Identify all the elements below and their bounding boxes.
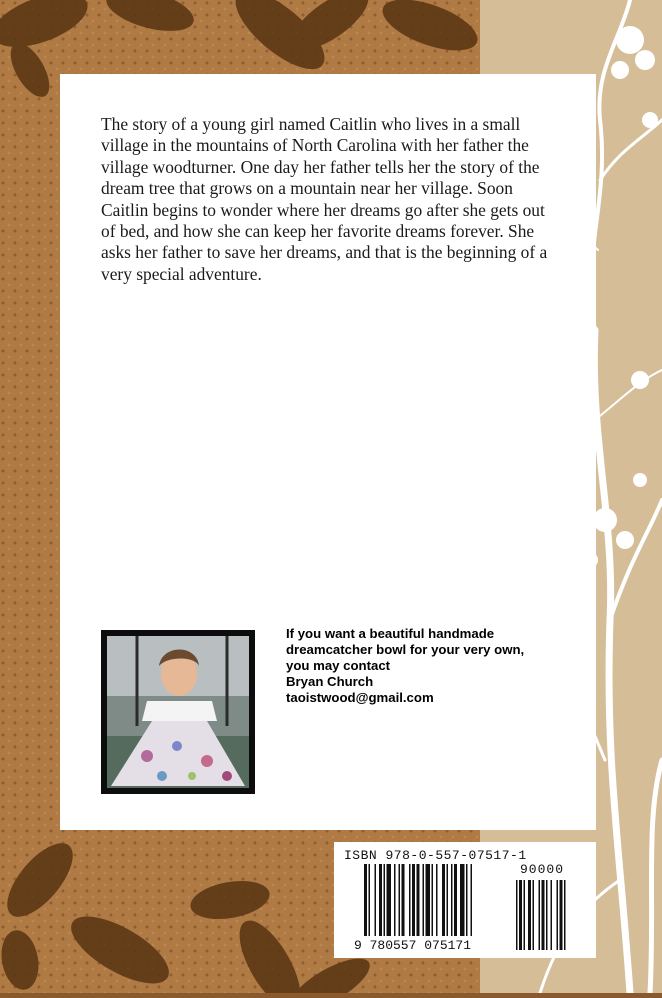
contact-name: Bryan Church <box>286 674 374 689</box>
book-blurb: The story of a young girl named Caitlin who lives in a small village in the mountains of North Carolina with her father the village woodturner. One day her father tells her the story of the dream tree that grows on a mountain near her village. Soon Caitlin begins to wonder where her dreams go after she gets out of bed, and how she can keep her favorite dreams forever. She asks her father to save her dreams, and that is the beginning of a very special adventure. <box>101 114 548 284</box>
barcode-bar <box>402 864 405 936</box>
addon-bar <box>528 880 531 950</box>
addon-bar <box>516 880 518 950</box>
addon-bar <box>539 880 541 950</box>
addon-bar <box>551 880 553 950</box>
addon-bar <box>519 880 522 950</box>
price-code: 90000 <box>520 862 565 877</box>
contact-info <box>286 626 586 706</box>
barcode-bar <box>399 864 401 936</box>
contact-line-2: dreamcatcher bowl for your very own, <box>286 642 525 657</box>
contact-email: taoistwood@gmail.com <box>286 690 434 705</box>
contact-line-3: you may contact <box>286 658 391 673</box>
barcode-bar <box>423 864 425 936</box>
author-photo <box>101 630 255 794</box>
addon-bar <box>524 880 526 950</box>
addon-bar <box>560 880 563 950</box>
barcode-bar <box>442 864 445 936</box>
barcode-bar <box>451 864 453 936</box>
barcode-bar <box>436 864 438 936</box>
girl-on-swing-photo <box>107 636 249 788</box>
barcode-bar <box>432 864 434 936</box>
back-cover-panel <box>60 74 596 830</box>
barcode-bar <box>466 864 468 936</box>
addon-bar <box>542 880 545 950</box>
barcode-bar <box>387 864 392 936</box>
ean-digits: 9 780557 075171 <box>354 938 472 953</box>
barcode-bar <box>454 864 457 936</box>
barcode-bar <box>447 864 449 936</box>
barcode-bar <box>375 864 377 936</box>
barcode-bar <box>384 864 386 936</box>
barcode-bar <box>409 864 411 936</box>
barcode-bar <box>369 864 371 936</box>
addon-bar <box>533 880 535 950</box>
addon-bar <box>564 880 566 950</box>
isbn-number: ISBN 978-0-557-07517-1 <box>344 848 527 863</box>
barcode-bar <box>417 864 420 936</box>
addon-bar <box>546 880 548 950</box>
barcode-bar <box>394 864 396 936</box>
contact-line-1: If you want a beautiful handmade <box>286 626 495 641</box>
isbn-barcode <box>334 842 596 958</box>
addon-bar <box>557 880 559 950</box>
barcode-bar <box>426 864 431 936</box>
barcode-bar <box>460 864 465 936</box>
barcode-bar <box>412 864 415 936</box>
barcode-bar <box>379 864 382 936</box>
barcode-bar <box>364 864 367 936</box>
barcode-bar <box>471 864 473 936</box>
